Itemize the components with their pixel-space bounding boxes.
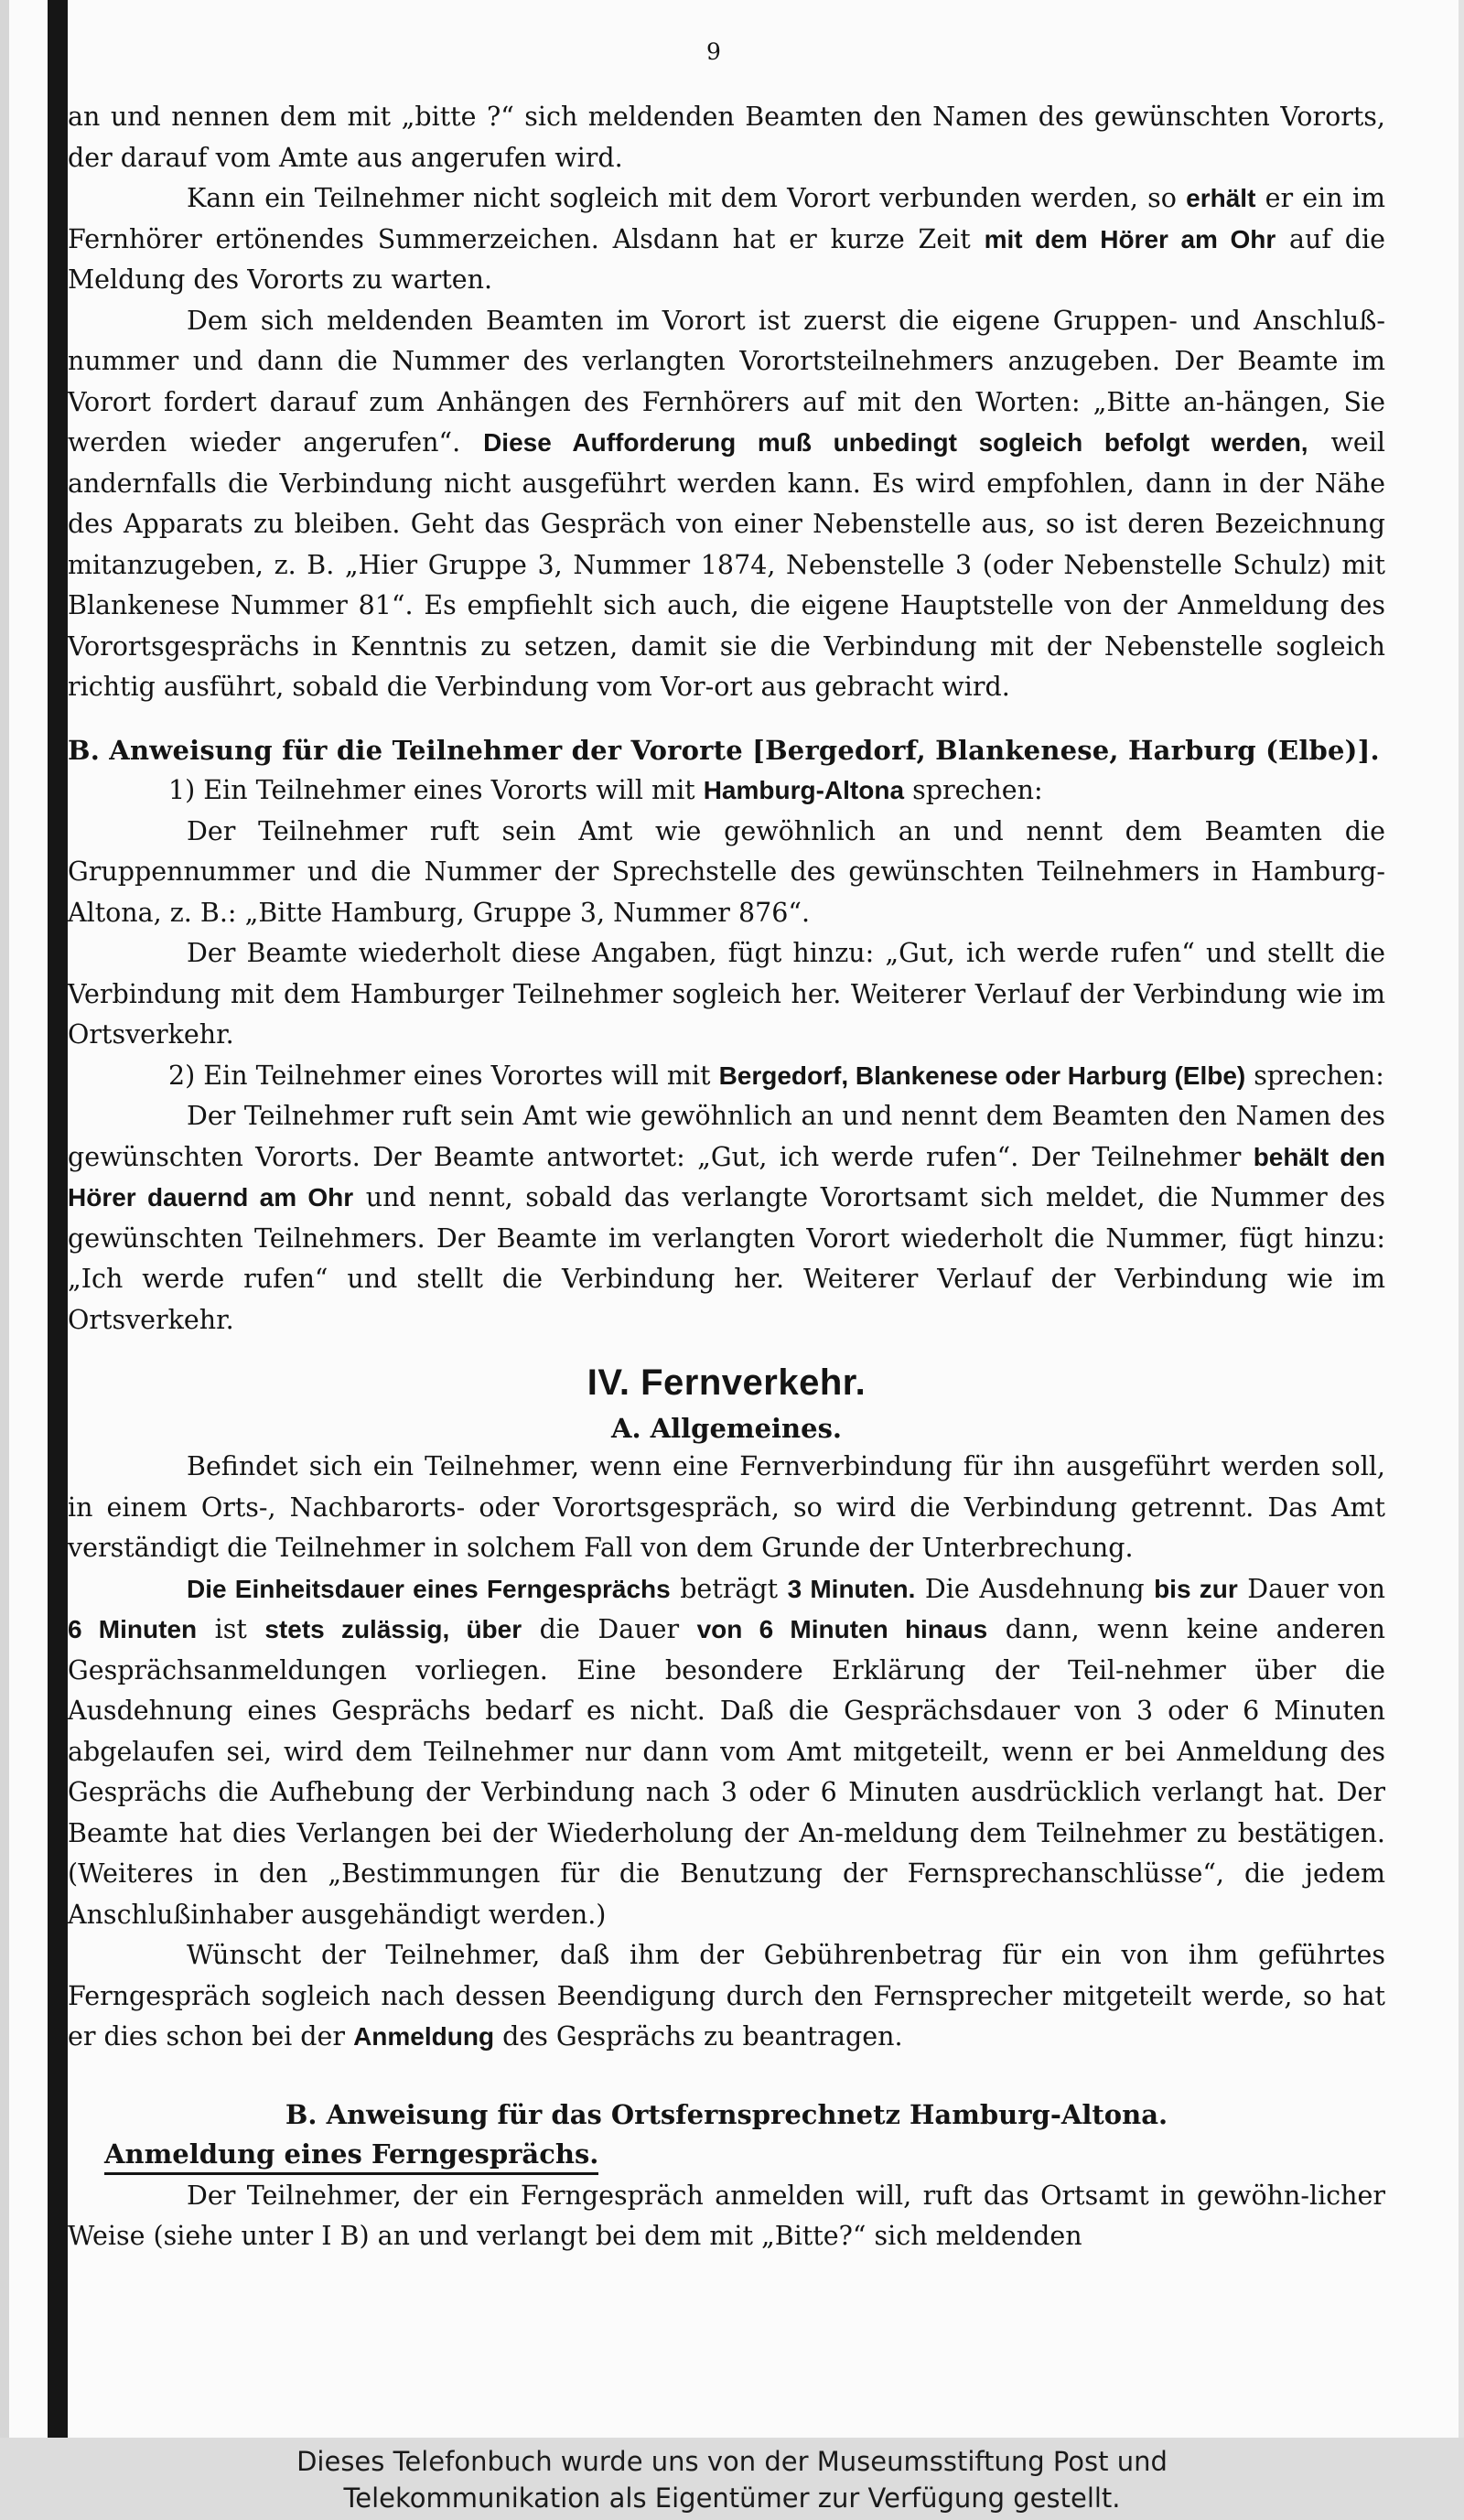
paragraph-text: sprechen:	[904, 775, 1043, 805]
paragraph-text: sprechen:	[1245, 1060, 1384, 1091]
heading-section-b-ortsnetz: B. Anweisung für das Ortsfernsprechnetz Hamburg-Altona.	[285, 2098, 1168, 2130]
paragraph-text: Befindet sich ein Teilnehmer, wenn eine Fernverbindung für ihn ausgeführt werden soll, in einem Orts-, Nachbarorts- oder Vorortsgespräch, so wird die Verbindung getrennt. Das Amt verständigt die Teilnehmer in solchem Fall von dem Grunde der Unterbrechung.	[68, 1451, 1385, 1563]
paragraph-text: weil andernfalls die Verbindung nicht ausgeführt werden kann. Es wird empfohlen, dann in der Nähe des Apparats zu bleiben. Geht das Gespräch von einer Nebenstelle aus, so ist deren Bezeichnung mitanzugeben, z. B. „Hier Gruppe 3, Nummer 1874, Nebenstelle 3 (oder Nebenstelle Schulz) mit Blankenese Nummer 81“. Es empfiehlt sich auch, die eigene Hauptstelle von der Anmeldung des Vorortsgesprächs in Kenntnis zu setzen, damit sie die Verbindung mit der Nebenstelle sogleich richtig ausführt, sobald die Verbindung vom Vor-ort aus gebracht wird.	[68, 427, 1385, 702]
emphasis-text: Bergedorf, Blankenese oder Harburg (Elbe)	[718, 1061, 1246, 1090]
paragraph-text: auf die Meldung des Vororts zu warten.	[68, 223, 1385, 295]
paragraph-text: Der Beamte wiederholt diese Angaben, fügt hinzu: „Gut, ich werde rufen“ und stellt die Verbindung mit dem Hamburger Teilnehmer sogleich her. Weiterer Verlauf der Verbindung wie im Ortsverkehr.	[68, 938, 1385, 1050]
emphasis-text: 3 Minuten.	[787, 1574, 916, 1603]
page-left-edge	[0, 0, 9, 2438]
footer-line-1: Dieses Telefonbuch wurde uns von der Museumsstiftung Post und	[296, 2446, 1168, 2477]
emphasis-text: erhält	[1186, 184, 1256, 212]
paragraph-case-2-call	[68, 1096, 1385, 1341]
emphasis-text: mit dem Hörer am Ohr	[984, 224, 1276, 253]
paragraph-text: ist	[197, 1614, 265, 1644]
paragraph-text: Der Teilnehmer, der ein Ferngespräch anmelden will, ruft das Ortsamt in gewöhn-licher Weise (siehe unter I B) an und verlangt bei dem mit „Bitte?“ sich meldenden	[68, 2180, 1385, 2251]
emphasis-text: Diese Aufforderung muß unbedingt sogleich befolgt werden,	[483, 428, 1308, 457]
paragraph-text: dann, wenn keine anderen Gesprächsanmeldungen vorliegen. Eine besondere Erklärung der Teil-nehmer über die Ausdehnung eines Gesprächs bedarf es nicht. Daß die Gesprächsdauer von 3 oder 6 Minuten abgelaufen sei, wird dem Teilnehmer nur dann vom Amt mitgeteilt, wenn er bei Anmeldung des Gesprächs die Aufhebung der Verbindung nach 3 oder 6 Minuten ausdrücklich verlangt hat. Der Beamte hat dies Verlangen bei der Wiederholung der An-meldung dem Teilnehmer zu bestätigen. (Weiteres in den „Bestimmungen für die Benutzung der Fernsprechanschlüsse“, die jedem Anschlußinhaber ausgehändigt werden.)	[68, 1614, 1386, 1930]
paragraph-text: Die Ausdehnung	[915, 1573, 1155, 1604]
paragraph-text: des Gesprächs zu beantragen.	[494, 2021, 903, 2052]
paragraph-text: und nennt, sobald das verlangte Vorortsamt sich meldet, die Nummer des gewünschten Teilnehmers. Der Beamte im verlangten Vorort wiederholt die Nummer, fügt hinzu: „Ich werde rufen“ und stellt die Verbindung her. Weiterer Verlauf der Verbindung wie im Ortsverkehr.	[68, 1182, 1385, 1335]
underlined-heading-row	[68, 2135, 1385, 2176]
paragraph-text: 1) Ein Teilnehmer eines Vororts will mit	[168, 775, 704, 805]
emphasis-text: bis zur	[1154, 1574, 1238, 1603]
emphasis-text: stets zulässig, über	[264, 1615, 522, 1643]
subsection-title-allgemeines: A. Allgemeines.	[610, 1413, 843, 1444]
paragraph-text: er ein im Fernhörer ertönendes Summerzeichen. Alsdann hat er kurze Zeit	[68, 183, 1385, 254]
paragraph-text: beträgt	[670, 1573, 788, 1604]
paragraph-gebuehrenbetrag	[68, 1935, 1385, 2058]
paragraph-beamte-vorort	[68, 301, 1385, 708]
page-right-edge	[1459, 0, 1464, 2438]
paragraph-text: die Dauer	[522, 1614, 697, 1644]
binding-shadow	[48, 0, 68, 2438]
paragraph-text: Wünscht der Teilnehmer, daß ihm der Gebührenbetrag für ein von ihm geführtes Ferngespräch sogleich nach dessen Beendigung durch den Fernsprecher mitgeteilt werde, so hat er dies schon bei der	[68, 1940, 1385, 2052]
paragraph-case-1	[68, 770, 1385, 812]
paragraph-einheitsdauer	[68, 1569, 1385, 1936]
paragraph-case-1-call	[68, 812, 1385, 934]
section-title-fernverkehr: IV. Fernverkehr.	[587, 1362, 867, 1403]
page-number: 9	[706, 38, 721, 65]
paragraph-text: an und nennen dem mit „bitte ?“ sich meldenden Beamten den Namen des gewünschten Vororts, der darauf vom Amte aus angerufen wird.	[68, 102, 1385, 173]
text-column	[68, 97, 1385, 2257]
attribution-footer	[0, 2438, 1464, 2520]
heading-section-b-vororte: B. Anweisung für die Teilnehmer der Vororte [Bergedorf, Blankenese, Harburg (Elbe)].	[68, 734, 1380, 766]
emphasis-text: Anmeldung	[353, 2022, 495, 2051]
paragraph-case-1-repeat	[68, 933, 1385, 1056]
heading-anmeldung-ferngespraech: Anmeldung eines Ferngesprächs.	[104, 2136, 598, 2175]
paragraph-fern-interrupt	[68, 1447, 1385, 1569]
paragraph-text: Kann ein Teilnehmer nicht sogleich mit dem Vorort verbunden werden, so	[187, 183, 1187, 213]
paragraph-case-2	[68, 1056, 1385, 1097]
paragraph-text: Der Teilnehmer ruft sein Amt wie gewöhnlich an und nennt dem Beamten den Namen des gewünschten Vororts. Der Beamte antwortet: „Gut, ich werde rufen“. Der Teilnehmer	[68, 1101, 1385, 1172]
emphasis-text: Hamburg-Altona	[703, 776, 905, 804]
emphasis-text: 6 Minuten	[68, 1615, 198, 1643]
emphasis-text: behält den Hörer dauernd am Ohr	[68, 1142, 1385, 1212]
paragraph-text: 2) Ein Teilnehmer eines Vorortes will mit	[168, 1060, 719, 1091]
paragraph-intro	[68, 97, 1385, 178]
paragraph-text: Der Teilnehmer ruft sein Amt wie gewöhnlich an und nennt dem Beamten die Gruppennummer und die Nummer der Sprechstelle des gewünschten Teilnehmers in Hamburg-Altona, z. B.: „Bitte Hamburg, Gruppe 3, Nummer 876“.	[68, 815, 1385, 928]
paragraph-vorort-connect	[68, 178, 1385, 301]
emphasis-text: Die Einheitsdauer eines Ferngesprächs	[187, 1574, 671, 1603]
paragraph-text: Dauer von	[1237, 1573, 1386, 1604]
paragraph-text: Dem sich meldenden Beamten im Vorort ist zuerst die eigene Gruppen- und Anschluß-nummer und dann die Nummer des verlangten Vorortsteilnehmers anzugeben. Der Beamte im Vorort fordert darauf zum Anhängen des Fernhörers auf mit den Worten: „Bitte an-hängen, Sie werden wieder angerufen“.	[68, 305, 1385, 458]
footer-line-2: Telekommunikation als Eigentümer zur Verfügung gestellt.	[343, 2482, 1121, 2514]
emphasis-text: von 6 Minuten hinaus	[696, 1615, 988, 1643]
paragraph-anmeldung	[68, 2176, 1385, 2257]
